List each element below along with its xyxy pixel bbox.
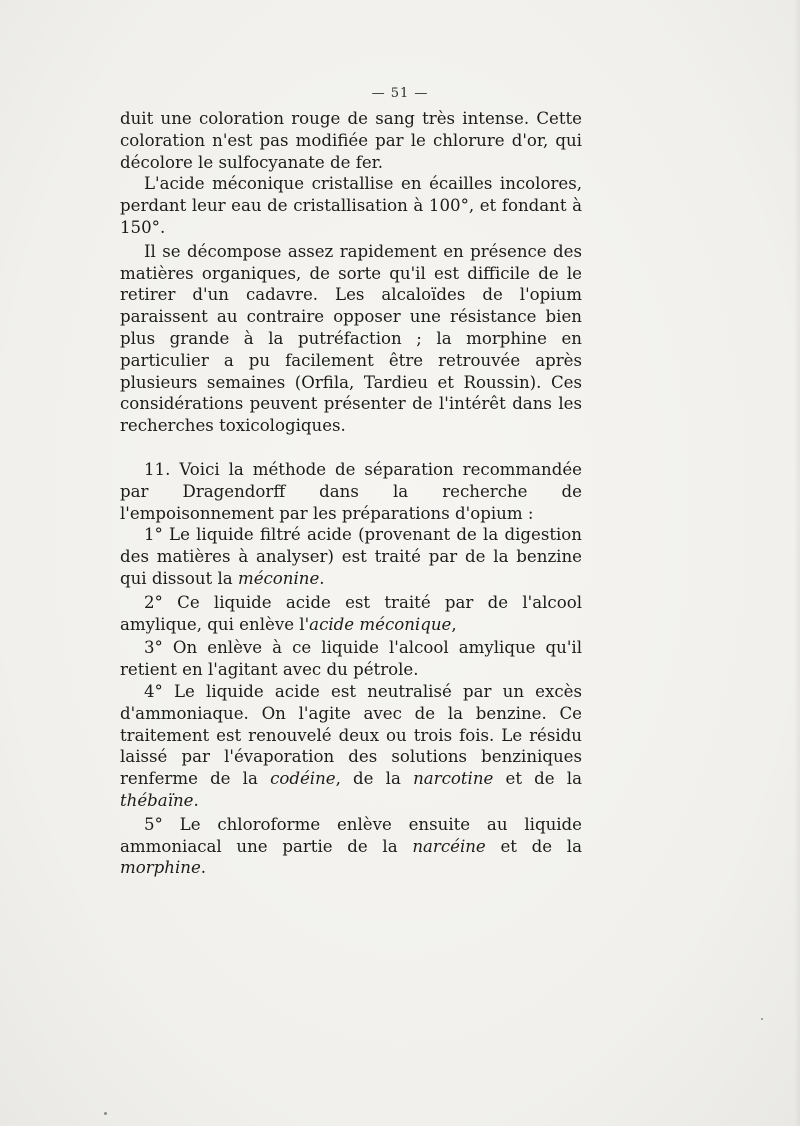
text-run: ,	[451, 614, 457, 634]
text-run: .	[193, 790, 199, 810]
text-run: 4° Le liquide acide est neutralisé par un excès d'ammoniaque. On l'agite avec de la benzine. Ce traitement est renouvelé deux ou trois fois. Le résidu laissé par l'évaporation des solutions benziniques renferme de la	[120, 681, 582, 789]
page-edge-shadow	[794, 0, 800, 1126]
text-run: 1° Le liquide filtré acide (provenant de la digestion des matières à analyser) est traité par de la benzine qui dissout la	[120, 525, 582, 588]
step-2	[120, 592, 582, 636]
italic-term: thébaïne	[120, 790, 194, 810]
paragraph-sulfocyanate	[120, 108, 582, 173]
italic-term: narcéine	[412, 836, 486, 856]
text-run: et de la	[485, 836, 582, 856]
paragraph-decomposition	[120, 241, 582, 437]
italic-term: méconine	[237, 568, 320, 588]
text-run: 11. Voici la méthode de séparation recommandée par Dragendorff dans la recherche de l'empoisonnement par les préparations d'opium :	[120, 459, 582, 523]
page-number: — 51 —	[371, 86, 429, 101]
italic-term: narcotine	[413, 769, 494, 789]
italic-term: acide méconique	[309, 614, 452, 634]
text-run: duit une coloration rouge de sang très intense. Cette coloration n'est pas modifiée par le chlorure d'or, qui décolore le sulfocyanate de fer.	[120, 109, 582, 172]
text-run: et de la	[493, 769, 582, 789]
text-run: 3° On enlève à ce liquide l'alcool amylique qu'il retient en l'agitant avec du pétrole.	[120, 638, 582, 680]
step-1	[120, 524, 582, 589]
body-text	[120, 108, 582, 879]
text-run: .	[319, 568, 325, 588]
step-4	[120, 681, 582, 812]
text-run: 2° Ce liquide acide est traité par de l'alcool amylique, qui enlève l'	[120, 592, 582, 634]
text-run: , de la	[335, 769, 414, 789]
paragraph-dragendorff-method	[120, 459, 582, 524]
italic-term: morphine	[120, 858, 201, 878]
text-run: Il se décompose assez rapidement en présence des matières organiques, de sorte qu'il est difficile de le retirer d'un cadavre. Les alcaloïdes de l'opium paraissent au contraire opposer une résistance bien plus grande à la putréfaction ; la morphine en particulier a pu facilement être retrouvée après plusieurs semaines (Orfila, Tardieu et Roussin). Ces considérations peuvent présenter de l'intérêt dans les recherches toxicologiques.	[120, 241, 582, 436]
text-run: .	[200, 858, 207, 878]
paper-speck	[761, 1018, 763, 1020]
paragraph-crystallisation	[120, 173, 582, 238]
step-5	[120, 814, 582, 879]
italic-term: codéine	[270, 769, 336, 789]
step-3	[120, 637, 582, 681]
text-run: L'acide méconique cristallise en écailles incolores, perdant leur eau de cristallisation à 100°, et fondant à 150°.	[120, 174, 582, 237]
text-run: 5° Le chloroforme enlève ensuite au liquide ammoniacal une partie de la	[120, 814, 582, 856]
paper-speck	[104, 1112, 107, 1115]
